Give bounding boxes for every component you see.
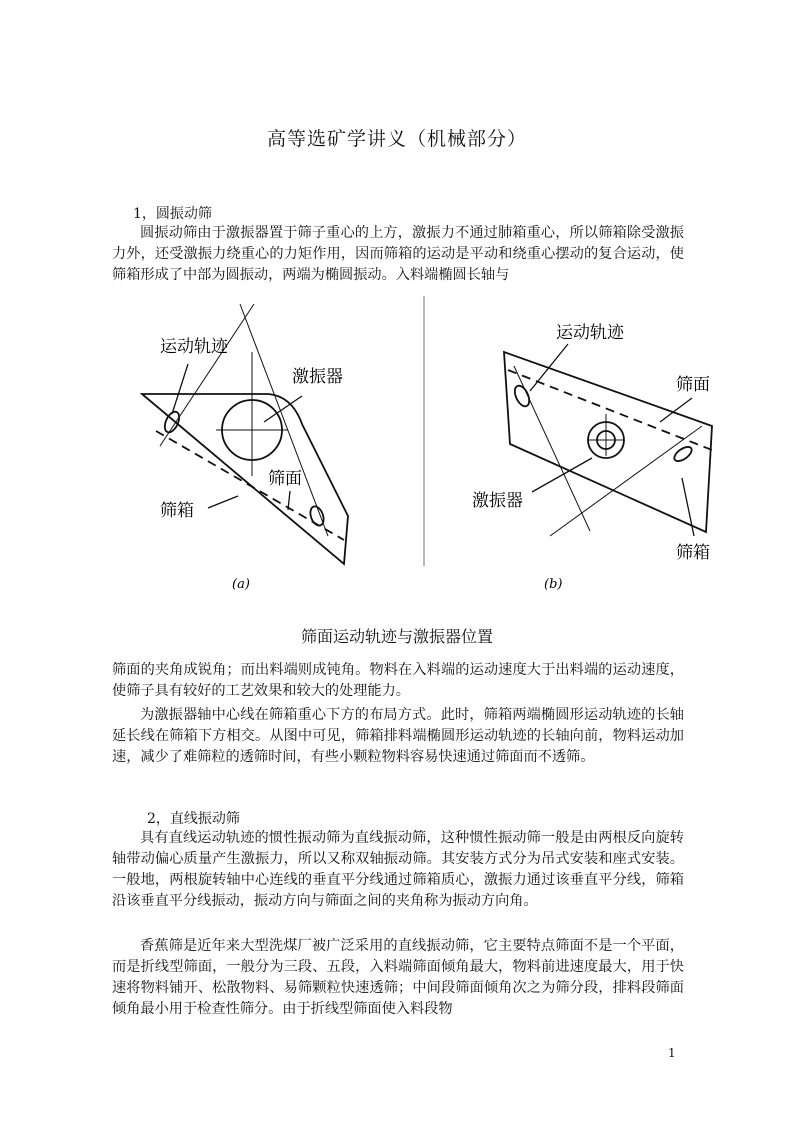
label-b-screen-box: 筛箱 <box>676 543 710 563</box>
leader-b-trajectory <box>530 344 568 391</box>
page-title: 高等选矿学讲义（机械部分） <box>266 128 527 150</box>
figure-svg <box>120 296 720 596</box>
label-b-trajectory: 运动轨迹 <box>556 323 624 343</box>
paragraph-circular-screen-1: 圆振动筛由于激振器置于筛子重心的上方，激振力不通过肺箱重心，所以筛箱除受激振力外，还受激振力绕重心的力矩作用，因而筛箱的运动是平动和绕重心摆动的复合运动，使筛箱形成了中部为圆振动，两端为椭圆振动。入料端椭圆长轴与 <box>112 225 684 283</box>
label-a-screen-box: 筛箱 <box>160 501 194 521</box>
label-b-screen-surface: 筛面 <box>676 375 710 395</box>
label-b-sub: (b) <box>544 577 563 592</box>
leader-b-box <box>682 478 694 536</box>
trajectory-b-right-ellipse <box>672 444 694 464</box>
paragraph-linear-screen-2: 香蕉筛是近年来大型洗煤厂被广泛采用的直线振动筛，它主要特点筛面不是一个平面，而是折线型筛面，一般分为三段、五段，入料端筛面倾角最大，物料前进速度最大，用于快速将物料铺开、松散物料、易筛颗粒快速透筛；中间段筛面倾角次之为筛分段，排料段筛面倾角最小用于检查性筛分。由于折线型筛面使入料段物 <box>112 938 684 1017</box>
paragraph-circular-screen-2: 筛面的夹角成锐角；而出料端则成钝角。物料在入料端的运动速度大于出料端的运动速度，使筛子具有较好的工艺效果和较大的处理能力。 <box>112 662 684 699</box>
section-heading-circular-screen: 1，圆振动筛 <box>133 206 212 222</box>
label-a-trajectory: 运动轨迹 <box>160 337 228 357</box>
trajectory-a-axis-left <box>160 304 254 446</box>
paragraph-linear-screen-1: 具有直线运动轨迹的惯性振动筛为直线振动筛，这种惯性振动筛一般是由两根反向旋转轴带动偏心质量产生激振力，所以又称双轴振动筛。其安装方式分为吊式安装和座式安装。一般地，两根旋转轴中心连线的垂直平分线通过筛箱质心，激振力通过该垂直平分线，筛箱沿该垂直平分线振动，振动方向与筛面之间的夹角称为振动方向角。 <box>112 830 684 909</box>
screen-box-a-outline <box>142 394 348 564</box>
label-b-exciter: 激振器 <box>472 491 523 511</box>
label-a-sub: (a) <box>232 577 250 592</box>
page-number: 1 <box>668 1046 676 1060</box>
leader-a-box <box>208 496 238 508</box>
label-a-screen-surface: 筛面 <box>268 469 302 489</box>
trajectory-a-axis-right <box>240 304 328 536</box>
label-a-exciter: 激振器 <box>292 367 343 387</box>
section-heading-linear-screen: 2，直线振动筛 <box>147 811 240 827</box>
figure-caption: 筛面运动轨迹与激振器位置 <box>300 627 493 646</box>
figure-screen-trajectories <box>120 296 720 596</box>
trajectory-b-axis-left <box>514 366 590 531</box>
trajectory-b-left-ellipse <box>512 383 532 408</box>
paragraph-circular-screen-3: 为激振器轴中心线在筛箱重心下方的布局方式。此时，筛箱两端椭圆形运动轨迹的长轴延长线在筛箱下方相交。从图中可见，筛箱排料端椭圆形运动轨迹的长轴向前，物料运动加速，减少了难筛粒的透筛时间，有些小颗粒物料容易快速通过筛面而不透筛。 <box>112 707 684 765</box>
leader-b-exciter <box>532 458 592 492</box>
